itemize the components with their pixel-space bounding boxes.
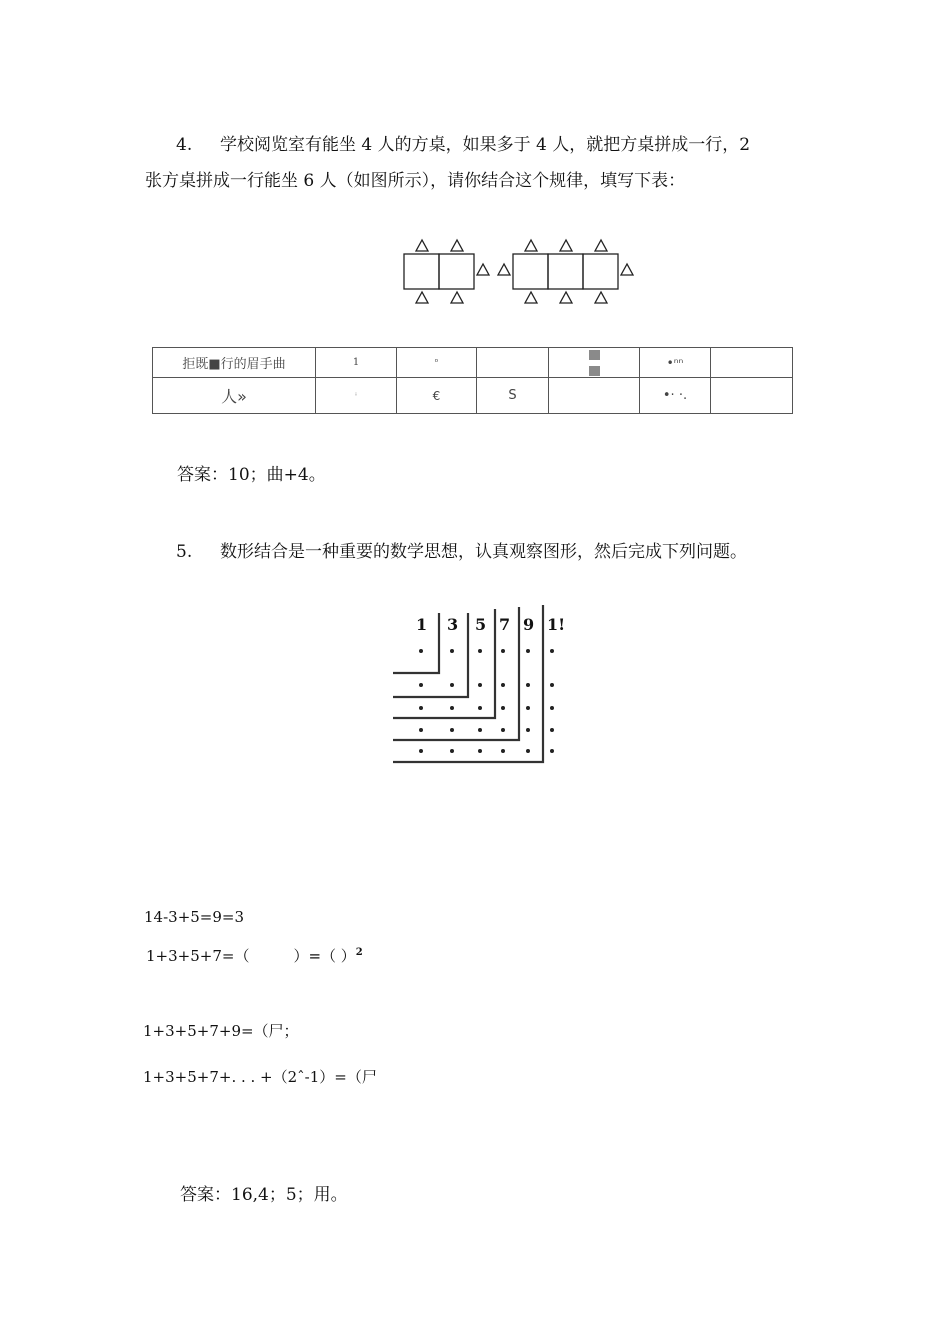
table-square bbox=[548, 254, 583, 289]
dot bbox=[526, 728, 530, 732]
table-square bbox=[439, 254, 474, 289]
dot bbox=[450, 706, 454, 710]
dot bbox=[478, 749, 482, 753]
seat-triangle bbox=[416, 240, 428, 251]
equation-2-exponent: 2 bbox=[355, 947, 363, 958]
equation-2-right: ）=（ ） bbox=[293, 947, 356, 965]
dot bbox=[478, 728, 482, 732]
table-square bbox=[583, 254, 618, 289]
table-cell bbox=[711, 378, 793, 414]
seat-triangle bbox=[621, 264, 633, 275]
seat-triangle bbox=[451, 292, 463, 303]
table-square bbox=[513, 254, 548, 289]
dot bbox=[450, 728, 454, 732]
figure-label: 1 bbox=[416, 615, 428, 634]
table-cell bbox=[549, 378, 640, 414]
table-row bbox=[153, 348, 793, 378]
dot bbox=[419, 706, 423, 710]
seat-triangle bbox=[498, 264, 510, 275]
dot bbox=[501, 683, 505, 687]
dot bbox=[419, 683, 423, 687]
figure-label: 1! bbox=[547, 615, 566, 634]
dot bbox=[550, 649, 554, 653]
dot bbox=[450, 649, 454, 653]
q4-number: 4. bbox=[176, 135, 193, 155]
table-square bbox=[404, 254, 439, 289]
dot bbox=[478, 706, 482, 710]
figure-label: 9 bbox=[523, 615, 535, 634]
dot bbox=[419, 749, 423, 753]
seat-triangle bbox=[560, 240, 572, 251]
dot bbox=[450, 683, 454, 687]
dot bbox=[526, 649, 530, 653]
dot bbox=[501, 706, 505, 710]
dot bbox=[501, 649, 505, 653]
table-cell: € bbox=[397, 378, 477, 414]
equation-2 bbox=[146, 945, 363, 966]
q4-text-line1: 学校阅览室有能坐 4 人的方桌，如果多于 4 人，就把方桌拼成一行，2 bbox=[220, 135, 751, 155]
dot bbox=[526, 749, 530, 753]
figure-label: 5 bbox=[475, 615, 487, 634]
table-cell: ᵒ bbox=[397, 348, 477, 378]
dot bbox=[501, 728, 505, 732]
odd-sum-figure bbox=[393, 603, 566, 765]
q4-text-line2: 张方桌拼成一行能坐 6 人（如图所示），请你结合这个规律，填写下表： bbox=[145, 171, 686, 191]
equation-2-left: 1+3+5+7=（ bbox=[146, 947, 250, 965]
table-cell: ⁱ bbox=[316, 378, 397, 414]
dot bbox=[550, 706, 554, 710]
equation-3: 1+3+5+7+9=（尸； bbox=[143, 1022, 299, 1040]
dot bbox=[478, 683, 482, 687]
seat-triangle bbox=[477, 264, 489, 275]
q5-text: 数形结合是一种重要的数学思想，认真观察图形，然后完成下列问题。 bbox=[220, 542, 747, 562]
seat-triangle bbox=[595, 292, 607, 303]
seat-triangle bbox=[451, 240, 463, 251]
seat-triangle bbox=[525, 292, 537, 303]
seat-triangle bbox=[416, 292, 428, 303]
table-cell: 1 bbox=[316, 348, 397, 378]
gray-square-icon bbox=[589, 350, 600, 360]
table-cell: •ⁿⁿ bbox=[640, 348, 711, 378]
dot bbox=[550, 749, 554, 753]
q4-answer: 答案：10；曲+4。 bbox=[177, 465, 326, 485]
equation-1: 14-3+5=9=3 bbox=[144, 908, 245, 926]
table-cell bbox=[477, 348, 549, 378]
seat-triangle bbox=[525, 240, 537, 251]
equation-4: 1+3+5+7+. . . +（2ˆ-1）=（尸 bbox=[143, 1068, 377, 1086]
figure-label: 7 bbox=[499, 615, 511, 634]
dot bbox=[550, 683, 554, 687]
dot bbox=[419, 649, 423, 653]
table-cell bbox=[711, 348, 793, 378]
table-cell: •· ·. bbox=[640, 378, 711, 414]
dot bbox=[501, 749, 505, 753]
seat-triangle bbox=[595, 240, 607, 251]
dot bbox=[478, 649, 482, 653]
tables-seats-table bbox=[152, 347, 793, 414]
dot bbox=[550, 728, 554, 732]
table-cell bbox=[549, 348, 640, 378]
dot bbox=[526, 683, 530, 687]
dot bbox=[450, 749, 454, 753]
dot bbox=[419, 728, 423, 732]
gray-square-icon bbox=[589, 366, 600, 376]
table-row bbox=[153, 378, 793, 414]
figure-label: 3 bbox=[447, 615, 459, 634]
table-header-cell: 人» bbox=[153, 378, 316, 414]
table-header-cell: 拒既■行的眉手曲 bbox=[153, 348, 316, 378]
tables-figure bbox=[394, 232, 644, 312]
q5-answer: 答案：16,4；5；用。 bbox=[180, 1185, 348, 1205]
seat-triangle bbox=[560, 292, 572, 303]
q5-number: 5. bbox=[176, 542, 193, 562]
table-cell: S bbox=[477, 378, 549, 414]
dot bbox=[526, 706, 530, 710]
